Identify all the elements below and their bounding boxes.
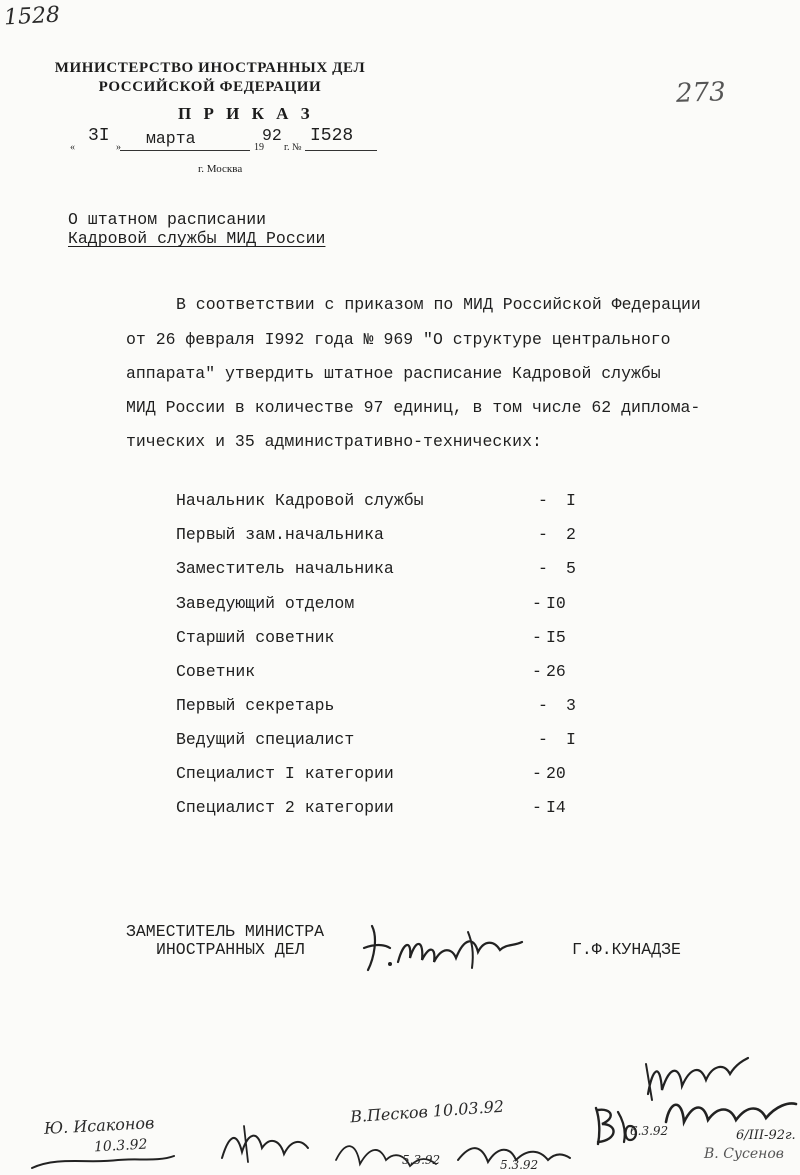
subject-line-2: Кадровой службы МИД России [68,229,326,248]
table-row [176,628,596,648]
position-name: Специалист 2 категории [176,798,394,817]
body-line-1: В соответствии с приказом по МИД Российской Федерации [176,295,701,314]
position-count: 2 [566,525,576,544]
table-row [176,525,596,545]
row-dash: - [532,628,542,647]
table-row [176,662,596,682]
order-number: I528 [310,126,354,146]
position-name: Специалист I категории [176,764,394,783]
position-name: Заведующий отделом [176,594,355,613]
row-dash: - [532,594,542,613]
row-dash: - [532,662,542,681]
position-count: 5 [566,559,576,578]
year-prefix: 19 [254,142,264,153]
document-type: П Р И К А З [178,104,314,123]
position-name: Начальник Кадровой службы [176,491,424,510]
table-row [176,594,596,614]
position-count: I0 [546,594,566,613]
table-row [176,730,596,750]
signatory-title-line-1: ЗАМЕСТИТЕЛЬ МИНИСТРА [126,922,325,941]
order-year: 92 [262,126,282,145]
table-row [176,798,596,818]
body-line-4: МИД России в количестве 97 единиц, в том числе 62 диплома- [126,398,701,417]
approval-3-text: В.Песков 10.03.92 [349,1096,505,1127]
row-dash: - [538,491,548,510]
order-day: 3I [88,126,110,146]
approval-3-date: 5.3.92 [402,1153,441,1167]
row-dash: - [532,798,542,817]
body-line-3: аппарата" утвердить штатное расписание Кадровой службы [126,364,661,383]
position-count: I [566,491,576,510]
approval-7-date: 6/III-92г. [736,1128,796,1143]
approval-1-signature [28,1150,178,1175]
position-count: I [566,730,576,749]
table-row [176,764,596,784]
ministry-line-1: МИНИСТЕРСТВО ИНОСТРАННЫХ ДЕЛ [54,60,366,76]
position-count: 26 [546,662,566,681]
table-row [176,696,596,716]
table-row [176,559,596,579]
position-name: Советник [176,662,256,681]
subject-line-1: О штатном расписании [68,210,267,229]
signatory-title-line-2: ИНОСТРАННЫХ ДЕЛ [156,940,305,959]
city: г. Москва [198,163,243,175]
approval-1-name: Ю. Исаконов [43,1113,155,1138]
table-row [176,491,596,511]
approval-5-date: 6.3.92 [630,1124,669,1138]
approval-8-text: В. Сусенов [704,1146,784,1162]
position-count: I4 [546,798,566,817]
row-dash: - [538,559,548,578]
row-dash: - [538,525,548,544]
ministry-line-2: РОССИЙСКОЙ ФЕДЕРАЦИИ [98,79,322,95]
number-label: г. № [284,142,302,153]
body-line-5: тических и 35 административно-технических: [126,432,542,451]
corner-handwritten-number: 1528 [3,2,61,31]
position-name: Первый секретарь [176,696,335,715]
signatory-name: Г.Ф.КУНАДЗЕ [572,940,681,959]
position-count: I5 [546,628,566,647]
row-dash: - [538,730,548,749]
archive-page-number: 273 [675,77,727,109]
handwritten-signature [360,918,530,978]
month-underline [120,150,250,151]
position-count: 20 [546,764,566,783]
body-line-2: от 26 февраля I992 года № 969 "О структуре центрального [126,330,671,349]
approval-2-signature [214,1118,314,1168]
position-name: Заместитель начальника [176,559,394,578]
quote-open: « [70,142,75,153]
position-count: 3 [566,696,576,715]
number-underline [305,150,377,151]
quote-close: » [116,142,121,153]
approval-4-date: 5.3.92 [500,1158,539,1172]
approval-7-signature [660,1092,800,1132]
approval-1-date: 10.3.92 [93,1136,148,1156]
row-dash: - [538,696,548,715]
row-dash: - [532,764,542,783]
position-name: Первый зам.начальника [176,525,384,544]
position-name: Ведущий специалист [176,730,355,749]
position-name: Старший советник [176,628,335,647]
order-month: марта [146,129,196,148]
